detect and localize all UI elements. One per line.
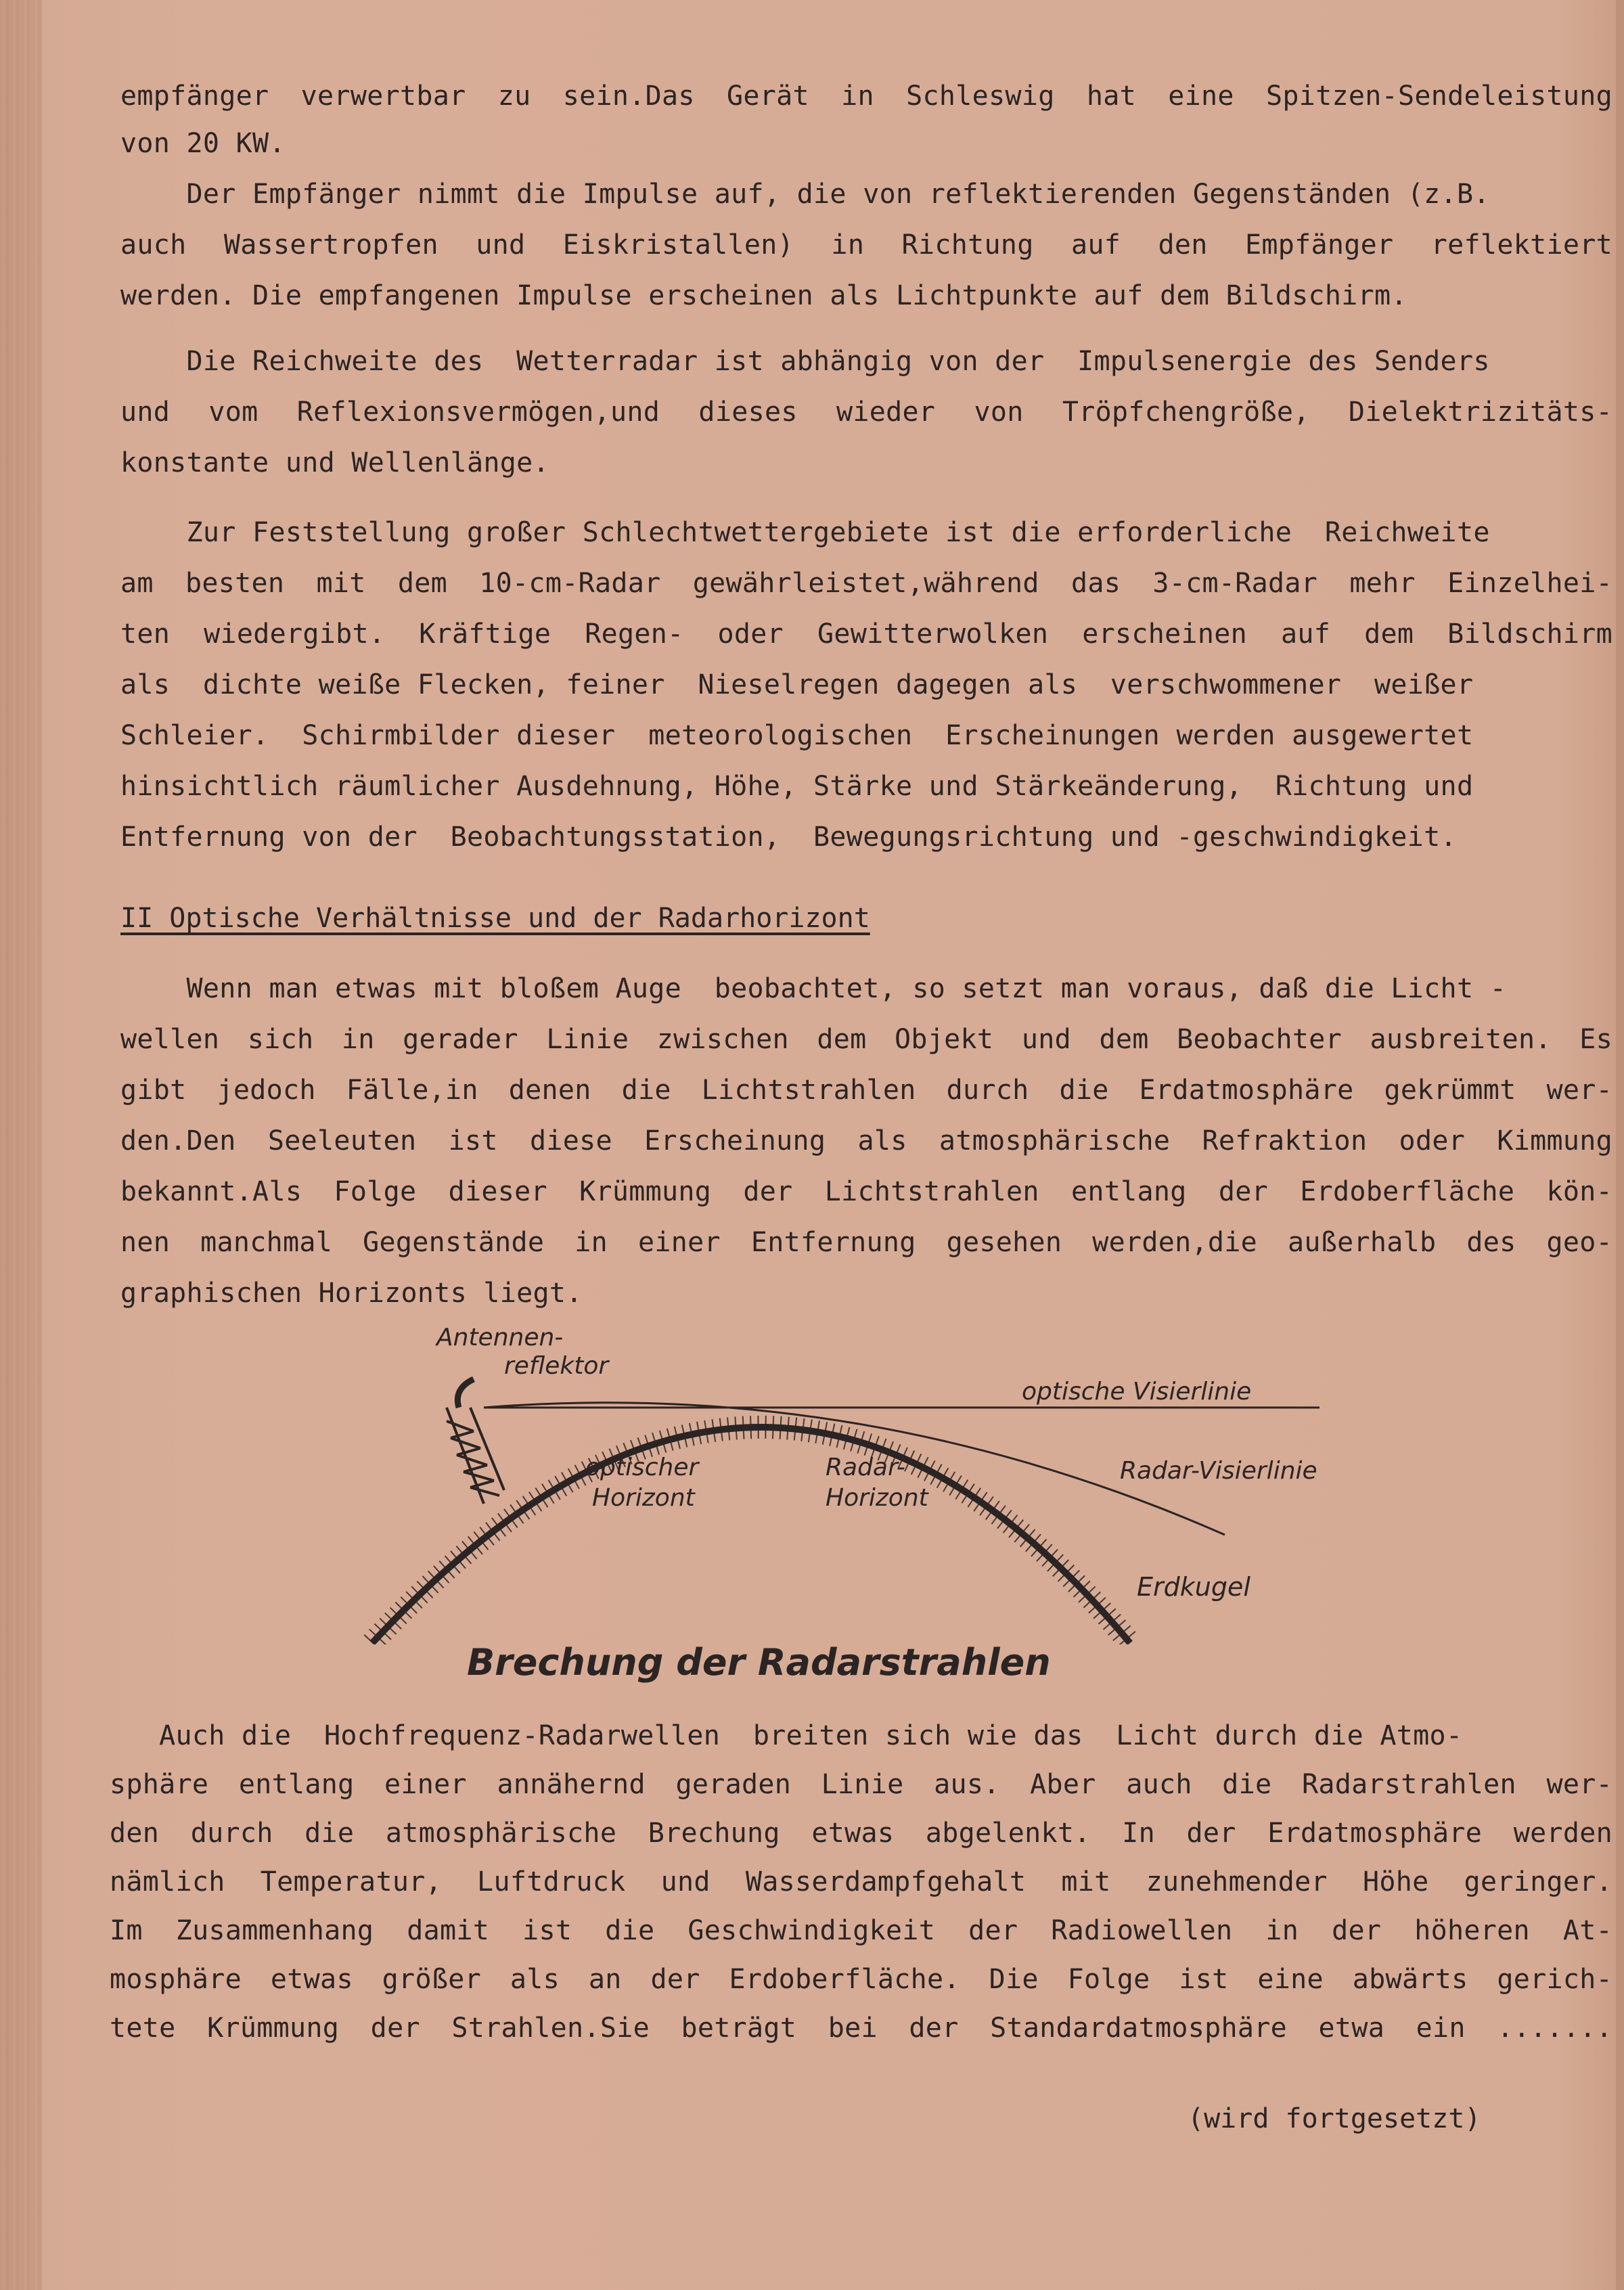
text-line: als dichte weiße Flecken, feiner Nieselregen dagegen als verschwommener weißer xyxy=(120,669,1474,700)
text-line: empfänger verwertbar zu sein.Das Gerät in Schleswig hat eine Spitzen-Sendeleistung xyxy=(120,81,1612,112)
antenna-label-line1: Antennen- xyxy=(436,1324,564,1351)
antenna-reflector-icon xyxy=(457,1379,474,1408)
antenna-mast-icon xyxy=(447,1408,504,1504)
text-line: Entfernung von der Beobachtungsstation, Bewegungsrichtung und -geschwindigkeit. xyxy=(120,822,1457,853)
text-line: ten wiedergibt. Kräftige Regen- oder Gewitterwolken erscheinen auf dem Bildschirm xyxy=(120,619,1612,650)
text-line: den.Den Seeleuten ist diese Erscheinung als atmosphärische Refraktion oder Kimmung xyxy=(120,1125,1612,1157)
text-line: graphischen Horizonts liegt. xyxy=(120,1278,583,1309)
text-line: wellen sich in gerader Linie zwischen dem Objekt und dem Beobachter ausbreiten. Es xyxy=(120,1024,1612,1055)
text-line: nen manchmal Gegenstände in einer Entfernung gesehen werden,die außerhalb des geo- xyxy=(120,1227,1612,1258)
text-line: Auch die Hochfrequenz-Radarwellen breiten sich wie das Licht durch die Atmo- xyxy=(110,1720,1463,1751)
earth-label: Erdkugel xyxy=(1137,1572,1250,1602)
text-line: Schleier. Schirmbilder dieser meteorologischen Erscheinungen werden ausgewertet xyxy=(120,720,1474,751)
text-line: nämlich Temperatur, Luftdruck und Wasserdampfgehalt mit zunehmender Höhe geringer. xyxy=(110,1866,1612,1898)
radar-refraction-diagram xyxy=(352,1313,1380,1692)
text-line: von 20 KW. xyxy=(120,128,286,159)
continued-note: (wird fortgesetzt) xyxy=(1188,2103,1481,2134)
text-line: mosphäre etwas größer als an der Erdoberfläche. Die Folge ist eine abwärts gerich- xyxy=(110,1964,1612,1995)
text-line: und vom Reflexionsvermögen,und dieses wieder von Tröpfchengröße, Dielektrizitäts- xyxy=(120,397,1612,428)
optical-sightline-label: optische Visierlinie xyxy=(1022,1378,1252,1406)
text-line: tete Krümmung der Strahlen.Sie beträgt bei der Standardatmosphäre etwa ein ....... xyxy=(110,2013,1612,2044)
text-line: Zur Feststellung großer Schlechtwettergebiete ist die erforderliche Reichweite xyxy=(120,517,1490,548)
text-line: konstante und Wellenlänge. xyxy=(120,447,549,478)
radar-horizon-label-line2: Horizont xyxy=(826,1484,928,1512)
page-right-edge xyxy=(1616,0,1624,2290)
text-line: Der Empfänger nimmt die Impulse auf, die von reflektierenden Gegenständen (z.B. xyxy=(120,179,1490,210)
text-line: Im Zusammenhang damit ist die Geschwindigkeit der Radiowellen in der höheren At- xyxy=(110,1915,1612,1946)
text-line: am besten mit dem 10-cm-Radar gewährleistet,während das 3-cm-Radar mehr Einzelhei- xyxy=(120,568,1612,599)
binding-edge xyxy=(0,0,42,2290)
radar-sightline-label: Radar-Visierlinie xyxy=(1120,1457,1317,1485)
radar-horizon-label-line1: Radar- xyxy=(826,1454,905,1481)
text-line: sphäre entlang einer annähernd geraden Linie aus. Aber auch die Radarstrahlen wer- xyxy=(110,1769,1612,1800)
text-line: Wenn man etwas mit bloßem Auge beobachtet, so setzt man voraus, daß die Licht - xyxy=(120,973,1507,1004)
section-heading: II Optische Verhältnisse und der Radarhorizont xyxy=(120,903,870,934)
text-line: gibt jedoch Fälle,in denen die Lichtstrahlen durch die Erdatmosphäre gekrümmt wer- xyxy=(120,1075,1612,1106)
text-line: hinsichtlich räumlicher Ausdehnung, Höhe, Stärke und Stärkeänderung, Richtung und xyxy=(120,771,1474,802)
diagram-caption: Brechung der Radarstrahlen xyxy=(467,1641,1051,1684)
optical-horizon-label-line1: optischer xyxy=(585,1454,699,1481)
text-line: bekannt.Als Folge dieser Krümmung der Lichtstrahlen entlang der Erdoberfläche kön- xyxy=(120,1176,1612,1207)
text-line: auch Wassertropfen und Eiskristallen) in Richtung auf den Empfänger reflektiert xyxy=(120,229,1612,261)
text-line: den durch die atmosphärische Brechung etwas abgelenkt. In der Erdatmosphäre werden xyxy=(110,1818,1612,1849)
text-line: Die Reichweite des Wetterradar ist abhängig von der Impulsenergie des Senders xyxy=(120,346,1490,377)
text-line: werden. Die empfangenen Impulse erscheinen als Lichtpunkte auf dem Bildschirm. xyxy=(120,280,1407,311)
optical-horizon-label-line2: Horizont xyxy=(592,1484,695,1512)
antenna-label-line2: reflektor xyxy=(504,1352,609,1380)
